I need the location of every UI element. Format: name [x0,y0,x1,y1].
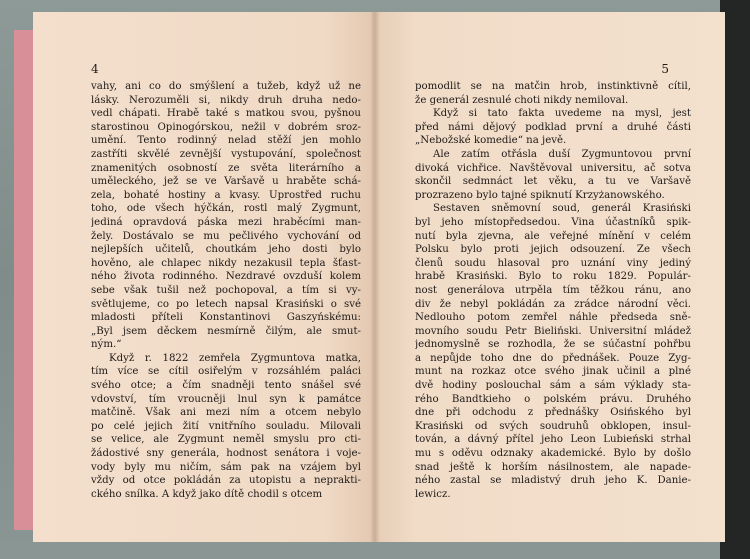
text-line: byl jeho místopředsedou. Vina účastníků spik- [415,216,691,228]
text-line: „Byl jsem děckem nesmírně čilým, ale smut- [91,325,361,337]
text-line: mladosti příteli Konstantinovi Gaszyńskému: [91,312,361,324]
text-line: toho, ode všech hýčkán, rostl malý Zygmunt, [91,203,361,215]
text-line: znamenitých osobností ze světa literárního a [91,162,361,174]
text-line: nejlepších učitelů, choutkám jeho dosti bylo [91,244,361,256]
text-line: tován, a dávný přítel jeho Leon Lubieński strhal [415,434,691,446]
text-line: mu s oděvu odznaky akademické. Bylo by došlo [415,448,691,460]
text-line: jediná opravdová páska mezi hraběcími man- [91,216,361,228]
text-line: nutí byla zjevna, ale veřejné mínění v celém [415,230,691,242]
text-line: snad ještě k horším násilnostem, ale napade- [415,461,691,473]
text-line: movního soudu Petr Bieliński. Universitní mládež [415,325,691,337]
text-line: žádostivé sny generála, hodnost senátora i voje- [91,448,361,460]
text-line: „Nebožské komedie“ na jevě. [415,135,567,147]
text-line: členů soudu hlasoval pro uznání viny jediný [415,257,691,269]
text-line: jednomyslně se rozhodla, že se súčastní pohřbu [415,339,691,351]
text-line: umění. Tento rodinný nelad stěží jen mohlo [91,135,361,147]
page-number-right: 5 [661,62,669,76]
text-line: ným.“ [91,339,122,351]
text-line: nost generálova utrpěla tím těžkou ránu, ano [415,284,691,296]
book-gutter [370,12,380,542]
text-line: sebe však tušil než pochopoval, a tím si vy- [91,284,361,296]
right-page-text [415,80,691,501]
text-line: rého Bandtkieho o polském právu. Druhého [415,393,691,405]
text-line: ného zastal se mladistvý druh jeho K. Danie- [415,475,691,487]
text-line: Sestaven sněmovní soud, generál Krasiński [433,203,691,215]
text-line: ného života rodinného. Nezdravé ovzduší kolem [91,271,361,283]
text-line: vody byly mu ničím, sám pak na vzájem byl [91,461,361,473]
text-line: světlujeme, co po letech napsal Krasiński o své [91,298,361,310]
text-line: vahy, ani co do smýšlení a tužeb, když už ne [91,81,361,92]
left-page [33,12,375,542]
text-line: uměleckého, jež se ve Varšavě u hraběte schá- [91,176,361,188]
text-line: a nepůjde toho dne do přednášek. Pouze Zyg- [415,352,691,364]
text-line: Nedlouho potom zemřel náhle předseda sně- [415,312,691,324]
text-line: před námi dějový podklad první a druhé části [415,121,691,133]
text-line: matčině. Však ani mezi ním a otcem nebylo [91,407,361,419]
text-line: hrabě Krasiński. Bylo to roku 1829. Populár- [415,271,691,283]
text-line: vedl chápati. Hrabě také s matkou svou, pyšnou [91,108,361,120]
text-line: starostinou Opinogórskou, nežil v dobrém sroz- [91,121,361,133]
text-line: zela, bohaté hostiny a kvasy. Uprostřed ruchu [91,189,361,201]
text-line: zastříti skvělé zevnější vystupování, společnost [91,148,361,160]
text-line: div že nebyl pokládán za zrádce národní věci. [415,298,691,310]
text-line: hověno, ale chlapec nikdy nezakusil tepla šťast- [91,257,361,269]
text-line: munt na rozkaz otce svého jinak učinil a plné [415,366,691,378]
text-line: skončil sedmnáct let věku, a tu ve Varšavě [415,176,691,188]
text-line: dne při odchodu z přednášky Osińského byl [415,407,691,419]
text-line: vždy od otce pokládán za utopistu a neprakti- [91,475,361,487]
text-line: žely. Dostávalo se mu pečlivého vychování od [91,230,361,242]
text-line: Krasiński od svých soudruhů obklopen, insul- [415,420,691,432]
text-line: Když si tato fakta uvedeme na mysl, jest [433,108,691,120]
text-line: se velice, ale Zygmunt neměl smyslu pro cti- [91,434,361,446]
page-number-left: 4 [91,62,99,76]
text-line: prozrazeno bylo tajné spiknutí Krzyżanowského. [415,189,665,201]
text-line: Ale zatím otřásla duší Zygmuntovou první [433,148,691,160]
text-line: lásky. Nerozuměli si, nikdy druh druha nedo- [91,94,361,106]
text-line: dvě hodiny poslouchal sám a sám výklady sta- [415,380,691,392]
text-line: pomodlit se na matčin hrob, instinktivně cítil, [415,81,691,92]
left-page-text [91,80,361,501]
text-line: že generál zesnulé choti nikdy nemiloval. [415,94,629,106]
text-line: po celé jejich žití vnitřního souladu. Milovali [91,420,361,432]
text-line: Když r. 1822 zemřela Zygmuntova matka, [109,352,361,364]
text-line: svého otce; a čím snadněji tento snášel své [91,380,361,392]
text-line: divoká vichřice. Navštěvoval universitu, ač sotva [415,162,691,174]
right-page [375,12,725,542]
text-line: tím více se cítil osiřelým v rozsáhlém paláci [91,366,361,378]
text-line: lewicz. [415,488,451,500]
text-line: Polsku bylo proti jejich odsouzení. Ze všech [415,244,691,256]
text-line: ckého snílka. A když jako dítě chodil s otcem [91,488,323,500]
text-line: vdovství, tím vroucněji lnul syn k památce [91,393,361,405]
